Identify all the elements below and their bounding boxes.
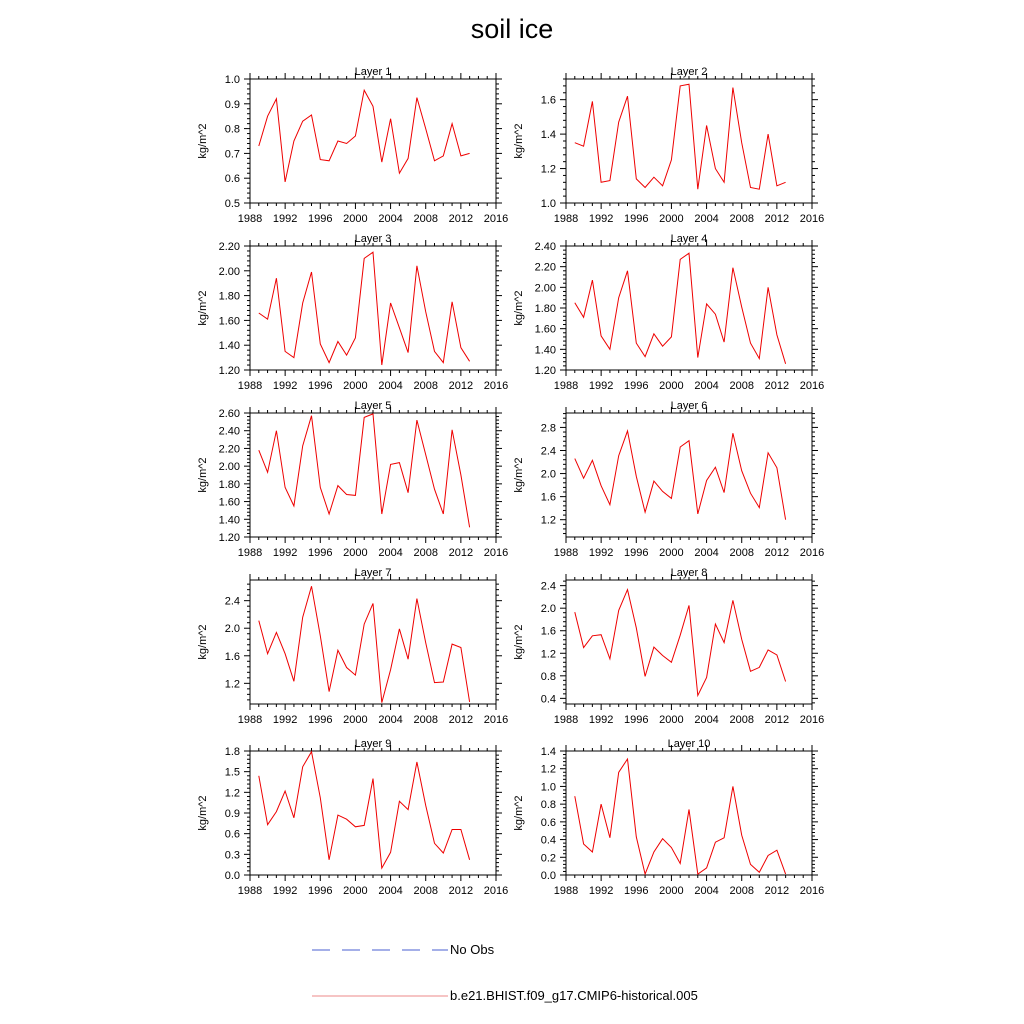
x-tick-label: 1992 (272, 885, 298, 897)
x-tick-label: 2016 (799, 885, 825, 897)
x-tick-label: 1992 (272, 714, 298, 726)
y-tick-label: 2.40 (218, 425, 240, 438)
x-tick-label: 1988 (237, 714, 263, 726)
x-tick-label: 1996 (624, 213, 649, 225)
panel-title: Layer 6 (670, 400, 708, 412)
x-tick-label: 2016 (483, 714, 509, 726)
x-tick-label: 1992 (272, 547, 298, 559)
y-tick-label: 0.6 (224, 173, 240, 186)
y-tick-label: 1.20 (218, 532, 240, 544)
y-tick-label: 1.2 (540, 763, 556, 776)
x-tick-label: 1996 (308, 885, 333, 897)
x-tick-label: 1996 (624, 547, 649, 559)
y-tick-label: 2.0 (540, 468, 556, 481)
x-tick-label: 1996 (308, 380, 333, 392)
y-tick-label: 2.20 (218, 241, 240, 253)
y-tick-label: 1.20 (218, 365, 240, 377)
x-tick-label: 2004 (694, 885, 719, 897)
panel-title: Layer 2 (670, 66, 708, 78)
y-axis-label: kg/m^2 (513, 123, 525, 159)
x-tick-label: 2000 (659, 380, 684, 392)
y-tick-label: 0.6 (224, 828, 240, 841)
x-tick-label: 1992 (588, 885, 614, 897)
y-tick-label: 1.80 (218, 290, 240, 303)
legend-label-model: b.e21.BHIST.f09_g17.CMIP6-historical.005 (450, 988, 698, 1003)
series-line (575, 431, 786, 520)
chart-panel-5 (197, 400, 508, 559)
y-tick-label: 2.0 (540, 603, 556, 616)
x-tick-label: 2016 (483, 547, 509, 559)
x-tick-label: 1988 (553, 213, 579, 225)
x-tick-label: 1988 (237, 885, 263, 897)
x-tick-label: 2008 (413, 714, 438, 726)
y-tick-label: 1.60 (218, 496, 240, 509)
y-tick-label: 0.6 (540, 816, 556, 829)
y-axis-label: kg/m^2 (513, 624, 525, 660)
y-tick-label: 2.40 (534, 241, 556, 253)
x-tick-label: 2012 (764, 714, 790, 726)
x-tick-label: 1988 (553, 714, 579, 726)
x-tick-label: 2012 (448, 547, 474, 559)
panel-title: Layer 9 (354, 738, 392, 750)
x-tick-label: 2012 (448, 213, 474, 225)
y-tick-label: 1.0 (540, 198, 556, 210)
x-tick-label: 2004 (694, 547, 719, 559)
series-line (575, 759, 786, 874)
x-tick-label: 2004 (378, 547, 403, 559)
y-tick-label: 2.4 (540, 445, 556, 458)
x-tick-label: 1996 (308, 547, 333, 559)
y-tick-label: 0.0 (540, 870, 556, 882)
series-line (575, 84, 786, 189)
y-tick-label: 0.4 (540, 693, 556, 706)
y-tick-label: 0.3 (224, 849, 240, 862)
chart-panel-6 (513, 400, 824, 559)
x-tick-label: 1988 (237, 547, 263, 559)
x-tick-label: 2000 (343, 213, 368, 225)
x-tick-label: 2008 (413, 380, 438, 392)
y-axis-label: kg/m^2 (197, 624, 209, 660)
series-line (259, 414, 470, 527)
x-tick-label: 2016 (799, 213, 825, 225)
y-tick-label: 1.40 (218, 340, 240, 353)
y-axis-label: kg/m^2 (513, 457, 525, 493)
chart-panel-1 (197, 66, 508, 225)
x-tick-label: 2004 (694, 714, 719, 726)
x-tick-label: 1996 (624, 714, 649, 726)
y-tick-label: 2.20 (218, 443, 240, 456)
y-tick-label: 1.40 (534, 344, 556, 357)
plot-frame (250, 580, 496, 704)
y-tick-label: 2.8 (540, 422, 556, 435)
x-tick-label: 2016 (799, 547, 825, 559)
x-tick-label: 2008 (413, 885, 438, 897)
x-tick-label: 1996 (624, 380, 649, 392)
x-tick-label: 1996 (308, 714, 333, 726)
x-tick-label: 1988 (553, 547, 579, 559)
chart-panel-10 (513, 738, 824, 897)
y-tick-label: 0.5 (224, 198, 240, 210)
chart-panel-8 (513, 567, 824, 726)
x-tick-label: 2012 (764, 547, 790, 559)
y-tick-label: 0.9 (224, 98, 240, 111)
y-tick-label: 1.2 (224, 787, 240, 800)
plot-frame (566, 413, 812, 537)
y-tick-label: 2.4 (224, 595, 240, 608)
x-tick-label: 1992 (588, 714, 614, 726)
panel-title: Layer 10 (667, 738, 711, 750)
x-tick-label: 2008 (729, 885, 754, 897)
y-tick-label: 1.2 (540, 648, 556, 661)
y-tick-label: 0.2 (540, 852, 556, 865)
y-tick-label: 1.60 (218, 315, 240, 328)
x-tick-label: 2016 (483, 213, 509, 225)
series-line (259, 752, 470, 868)
y-tick-label: 1.4 (540, 746, 556, 758)
y-tick-label: 1.20 (534, 365, 556, 377)
series-line (575, 253, 786, 364)
x-tick-label: 2008 (413, 547, 438, 559)
y-tick-label: 1.40 (218, 514, 240, 527)
y-tick-label: 0.4 (540, 834, 556, 847)
y-tick-label: 1.0 (224, 74, 240, 86)
x-tick-label: 2004 (378, 213, 403, 225)
y-tick-label: 1.2 (540, 163, 556, 176)
x-tick-label: 1988 (237, 213, 263, 225)
x-tick-label: 2008 (729, 547, 754, 559)
plot-frame (566, 580, 812, 704)
x-tick-label: 2000 (659, 885, 684, 897)
x-tick-label: 1992 (588, 213, 614, 225)
y-axis-label: kg/m^2 (513, 290, 525, 326)
x-tick-label: 2016 (799, 714, 825, 726)
panel-title: Layer 4 (670, 233, 708, 245)
x-tick-label: 1992 (272, 380, 298, 392)
x-tick-label: 2008 (729, 380, 754, 392)
x-tick-label: 2008 (413, 213, 438, 225)
x-tick-label: 2000 (343, 380, 368, 392)
panel-title: Layer 1 (354, 66, 392, 78)
panel-title: Layer 7 (354, 567, 392, 579)
y-tick-label: 2.00 (534, 282, 556, 295)
x-tick-label: 1992 (588, 380, 614, 392)
y-tick-label: 0.9 (224, 808, 240, 820)
plot-frame (566, 79, 812, 203)
x-tick-label: 2000 (659, 547, 684, 559)
x-tick-label: 2000 (659, 714, 684, 726)
y-tick-label: 1.80 (534, 303, 556, 315)
y-tick-label: 1.60 (534, 323, 556, 336)
x-tick-label: 2012 (764, 380, 790, 392)
x-tick-label: 2000 (659, 213, 684, 225)
x-tick-label: 2012 (448, 714, 474, 726)
y-tick-label: 1.5 (224, 766, 240, 779)
chart-panel-4 (513, 233, 824, 392)
page-title: soil ice (470, 14, 554, 44)
panel-title: Layer 8 (670, 567, 708, 579)
series-line (259, 90, 470, 182)
y-tick-label: 1.8 (224, 746, 240, 758)
panel-title: Layer 3 (354, 233, 392, 245)
y-tick-label: 0.0 (224, 870, 240, 882)
plot-frame (250, 751, 496, 875)
x-tick-label: 2012 (448, 380, 474, 392)
x-tick-label: 2004 (378, 380, 403, 392)
y-axis-label: kg/m^2 (513, 795, 525, 831)
legend-label-no-obs: No Obs (450, 942, 495, 957)
chart-panel-2 (513, 66, 824, 225)
y-tick-label: 2.20 (534, 261, 556, 274)
x-tick-label: 2004 (694, 213, 719, 225)
y-tick-label: 1.80 (218, 478, 240, 491)
chart-panel-7 (197, 567, 508, 726)
series-line (259, 252, 470, 365)
y-tick-label: 0.8 (540, 799, 556, 812)
y-tick-label: 2.00 (218, 265, 240, 278)
y-tick-label: 0.7 (224, 148, 240, 161)
x-tick-label: 2004 (378, 714, 403, 726)
x-tick-label: 2008 (729, 714, 754, 726)
series-line (259, 586, 470, 702)
y-axis-label: kg/m^2 (197, 290, 209, 326)
y-axis-label: kg/m^2 (197, 123, 209, 159)
y-axis-label: kg/m^2 (197, 457, 209, 493)
y-tick-label: 1.4 (540, 129, 556, 142)
y-tick-label: 0.8 (540, 670, 556, 683)
y-tick-label: 1.6 (540, 625, 556, 638)
x-tick-label: 1988 (553, 380, 579, 392)
chart-panel-9 (197, 738, 508, 897)
y-axis-label: kg/m^2 (197, 795, 209, 831)
y-tick-label: 2.60 (218, 408, 240, 420)
x-tick-label: 1992 (588, 547, 614, 559)
x-tick-label: 2000 (343, 547, 368, 559)
x-tick-label: 2012 (448, 885, 474, 897)
x-tick-label: 2016 (483, 885, 509, 897)
x-tick-label: 2000 (343, 714, 368, 726)
y-tick-label: 2.00 (218, 461, 240, 474)
series-line (575, 590, 786, 696)
y-tick-label: 1.0 (540, 781, 556, 794)
chart-panel-3 (197, 233, 508, 392)
x-tick-label: 2004 (378, 885, 403, 897)
x-tick-label: 2008 (729, 213, 754, 225)
x-tick-label: 2004 (694, 380, 719, 392)
x-tick-label: 2012 (764, 213, 790, 225)
x-tick-label: 1988 (237, 380, 263, 392)
x-tick-label: 1996 (624, 885, 649, 897)
x-tick-label: 2016 (483, 380, 509, 392)
x-tick-label: 2016 (799, 380, 825, 392)
plot-frame (250, 413, 496, 537)
x-tick-label: 2012 (764, 885, 790, 897)
x-tick-label: 1992 (272, 213, 298, 225)
y-tick-label: 1.6 (540, 94, 556, 107)
y-tick-label: 1.2 (224, 678, 240, 691)
x-tick-label: 1996 (308, 213, 333, 225)
plot-frame (250, 79, 496, 203)
plot-frame (250, 246, 496, 370)
plot-frame (566, 246, 812, 370)
y-tick-label: 0.8 (224, 123, 240, 136)
x-tick-label: 2000 (343, 885, 368, 897)
y-tick-label: 1.6 (540, 491, 556, 504)
y-tick-label: 1.6 (224, 650, 240, 663)
x-tick-label: 1988 (553, 885, 579, 897)
y-tick-label: 2.0 (224, 623, 240, 636)
y-tick-label: 1.2 (540, 514, 556, 527)
y-tick-label: 2.4 (540, 580, 556, 593)
panel-title: Layer 5 (354, 400, 392, 412)
